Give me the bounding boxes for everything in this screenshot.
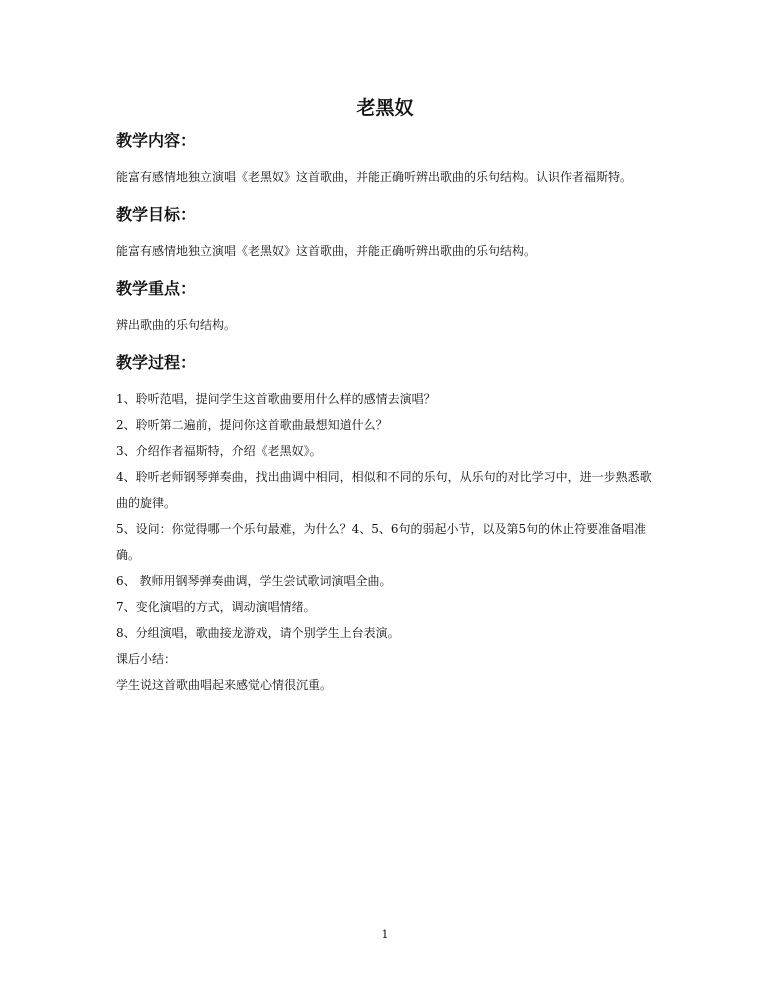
process-step: 3、介绍作者福斯特，介绍《老黑奴》。 [116, 444, 322, 458]
document-body [116, 128, 661, 698]
process-step: 1、聆听范唱，提问学生这首歌曲要用什么样的感情去演唱？ [116, 392, 436, 406]
process-step: 5、设问：你觉得哪一个乐句最难，为什么？4、5、6句的弱起小节，以及第5句的休止符要准备唱准确。 [116, 522, 647, 562]
section-heading-process: 教学过程： [116, 353, 197, 372]
page-number: 1 [381, 928, 389, 941]
section-text-focus: 辨出歌曲的乐句结构。 [116, 318, 237, 332]
process-step: 4、聆听老师钢琴弹奏曲，找出曲调中相同，相似和不同的乐句，从乐句的对比学习中，进一步熟悉歌曲的旋律。 [116, 470, 652, 510]
section-text-goal: 能富有感情地独立演唱《老黑奴》这首歌曲，并能正确听辨出歌曲的乐句结构。 [116, 244, 537, 258]
section-text-content: 能富有感情地独立演唱《老黑奴》这首歌曲，并能正确听辨出歌曲的乐句结构。认识作者福斯特。 [116, 170, 633, 184]
section-heading-goal: 教学目标： [116, 205, 197, 224]
document-title: 老黑奴 [356, 97, 414, 119]
process-step: 6、 教师用钢琴弹奏曲调，学生尝试歌词演唱全曲。 [116, 574, 392, 588]
process-step: 7、变化演唱的方式，调动演唱情绪。 [116, 600, 316, 614]
process-step: 8、分组演唱，歌曲接龙游戏，请个别学生上台表演。 [116, 626, 400, 640]
section-heading-focus: 教学重点： [116, 279, 197, 298]
process-step: 2、聆听第二遍前，提问你这首歌曲最想知道什么？ [116, 418, 388, 432]
summary-label: 课后小结： [116, 652, 177, 666]
section-heading-content: 教学内容： [116, 131, 197, 150]
summary-text: 学生说这首歌曲唱起来感觉心情很沉重。 [116, 678, 333, 692]
